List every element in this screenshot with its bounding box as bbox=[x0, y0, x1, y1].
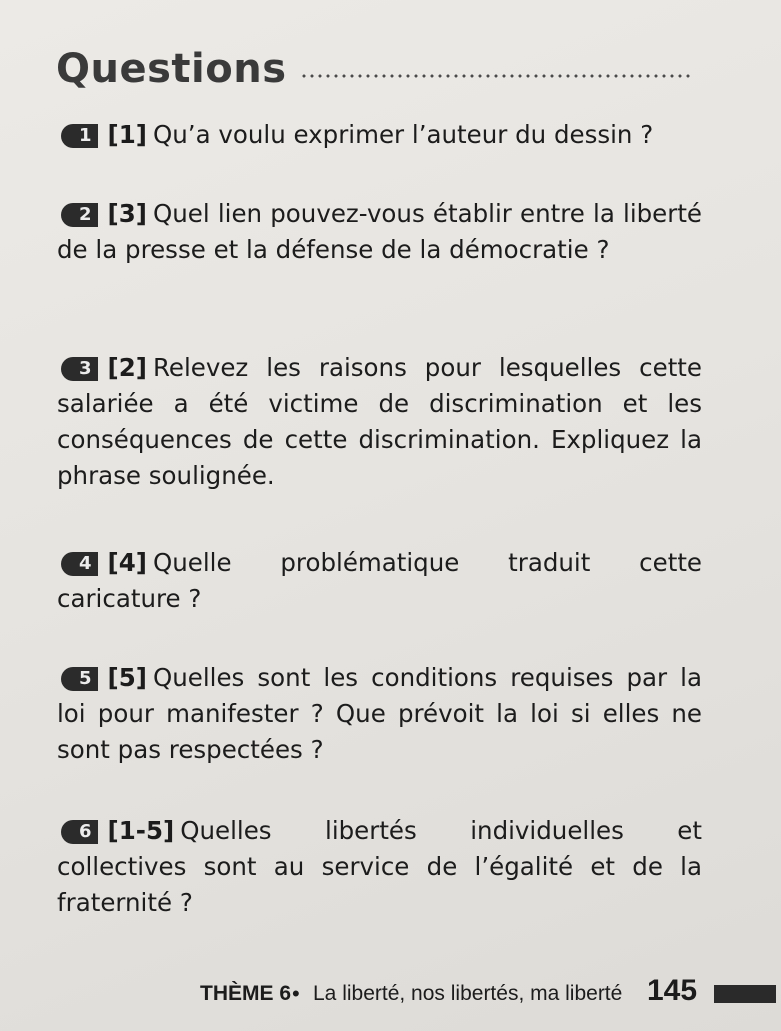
question-text: Quelle problématique traduit cette caricature ? bbox=[57, 548, 702, 613]
question-document-ref: [2] bbox=[107, 353, 147, 382]
question-6 bbox=[57, 813, 702, 921]
question-number-badge: 2 bbox=[61, 203, 98, 227]
question-5 bbox=[57, 660, 702, 768]
question-1 bbox=[57, 117, 702, 153]
question-number-badge: 3 bbox=[61, 357, 98, 381]
question-text: Qu’a voulu exprimer l’auteur du dessin ? bbox=[152, 120, 654, 149]
question-document-ref: [1] bbox=[107, 120, 147, 149]
question-3 bbox=[57, 350, 702, 494]
question-4 bbox=[57, 545, 702, 617]
question-number-badge: 4 bbox=[61, 552, 98, 576]
question-document-ref: [4] bbox=[107, 548, 147, 577]
question-document-ref: [3] bbox=[107, 199, 147, 228]
heading-dotted-rule bbox=[300, 74, 690, 78]
page-footer bbox=[200, 974, 780, 1014]
section-heading: Questions bbox=[56, 46, 287, 92]
footer-chapter-title: La liberté, nos libertés, ma liberté bbox=[313, 982, 623, 1005]
question-number-badge: 5 bbox=[61, 667, 98, 691]
footer-tab-bar bbox=[714, 985, 776, 1003]
footer-bullet: • bbox=[292, 981, 300, 1006]
question-2 bbox=[57, 196, 702, 268]
question-document-ref: [5] bbox=[107, 663, 147, 692]
footer-theme-label: THÈME 6 bbox=[200, 982, 292, 1005]
question-text: Quelles sont les conditions requises par la loi pour manifester ? Que prévoit la loi si elles ne sont pas respectées ? bbox=[57, 663, 702, 764]
page-number: 145 bbox=[647, 974, 698, 1007]
question-document-ref: [1-5] bbox=[107, 816, 175, 845]
question-text: Quelles libertés individuelles et collectives sont au service de l’égalité et de la fraternité ? bbox=[57, 816, 702, 917]
question-text: Quel lien pouvez-vous établir entre la liberté de la presse et la défense de la démocratie ? bbox=[57, 199, 702, 264]
question-number-badge: 1 bbox=[61, 124, 98, 148]
question-text: Relevez les raisons pour lesquelles cette salariée a été victime de discrimination et les conséquences de cette discrimination. Expliquez la phrase soulignée. bbox=[57, 353, 702, 490]
question-number-badge: 6 bbox=[61, 820, 98, 844]
